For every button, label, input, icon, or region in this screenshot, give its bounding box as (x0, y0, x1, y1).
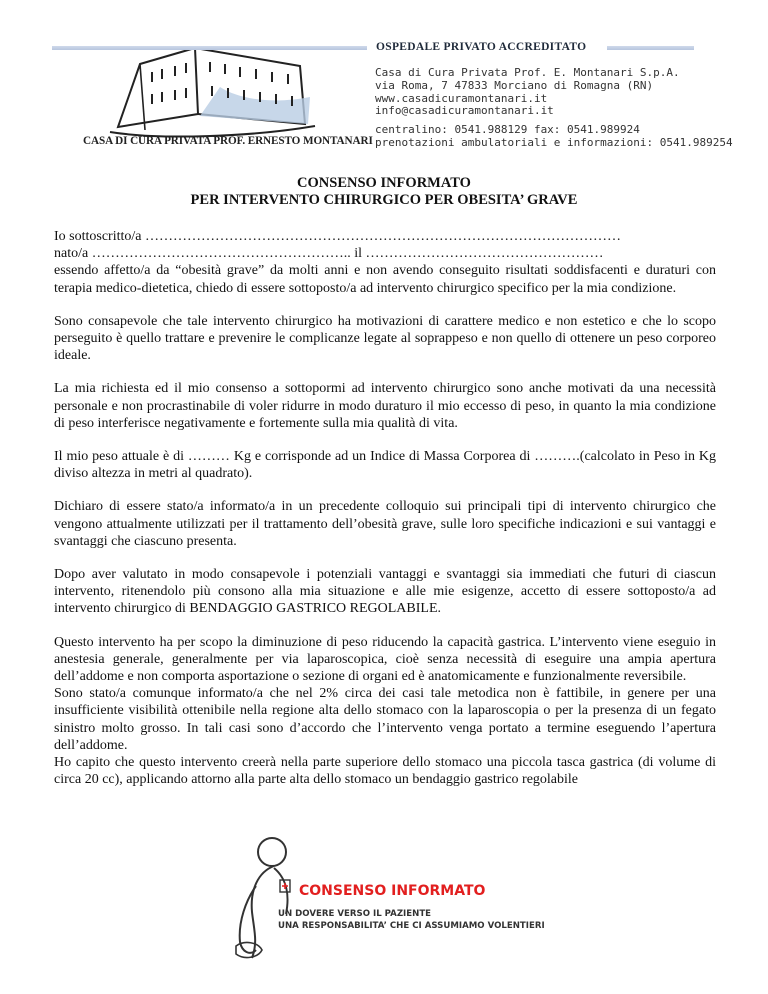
document-subtitle: PER INTERVENTO CHIRURGICO PER OBESITA’ GRAVE (190, 192, 578, 208)
footer-tagline-line2: UNA RESPONSABILITA’ CHE CI ASSUMIAMO VOLENTIERI (278, 921, 545, 931)
header-rule-left (52, 46, 367, 50)
header-rule-right (607, 46, 694, 50)
header-band (52, 43, 694, 53)
address-line-company: Casa di Cura Privata Prof. E. Montanari S.p.A. (375, 66, 680, 79)
paragraph-identity-text: essendo affetto/a da “obesità grave” da molti anni e non avendo conseguito risultati soddisfacenti e duraturi con terapia medico-dietetica, chiedo di essere sottoposto/a ad intervento chirurgico specifico per la mia condizione. (54, 263, 716, 296)
footer-title: CONSENSO INFORMATO (299, 883, 486, 899)
name-fill-line[interactable]: Io sottoscritto/a ………………………………………………………………………………………… (54, 229, 621, 244)
logo-caption: CASA DI CURA PRIVATA PROF. ERNESTO MONTANARI (83, 135, 373, 147)
document-body (54, 228, 716, 788)
footer-tagline (278, 908, 545, 932)
phone-line-bookings: prenotazioni ambulatoriali e informazioni: 0541.989254 (375, 135, 733, 149)
paragraph-request: La mia richiesta ed il mio consenso a sottopormi ad intervento chirurgico sono anche motivati da una necessità personale e non procrastinabile di voler ridurre in modo duraturo il mio eccesso di peso, in quanto la mia condizione di peso interferisce negativamente e fortemente sulla mia qualità di vita. (54, 381, 716, 431)
document-title: CONSENSO INFORMATO (297, 175, 471, 191)
phone-block (375, 124, 733, 150)
website-link[interactable]: www.casadicuramontanari.it (375, 91, 548, 105)
address-block (375, 67, 680, 118)
paragraph-informed: Dichiaro di essere stato/a informato/a in un precedente colloquio sui principali tipi di intervento chirurgico che vengono attualmente utilizzati per il trattamento dell’obesità grave, sulle loro specifiche indicazioni e sui vantaggi e svantaggi che ciascuno presenta. (54, 499, 716, 549)
paragraph-conversion: Sono stato/a comunque informato/a che nel 2% circa dei casi tale metodica non è fattibile, in genere per una insufficiente visibilità ottenibile nella regione alta dello stomaco con la laparoscopia o per la presenza di un fegato sinistro molto grosso. In tali casi sono d’accordo che l’intervento venga portato a termine eseguendo l’apertura dell’addome. (54, 686, 716, 753)
paragraph-awareness: Sono consapevole che tale intervento chirurgico ha motivazioni di carattere medico e non estetico e che lo scopo perseguito è quello trattare e prevenire le complicanze legate al soprappeso e non quello di ottenere un peso corporeo ideale. (54, 313, 716, 364)
paragraph-identity (54, 228, 716, 297)
email-link[interactable]: info@casadicuramontanari.it (375, 104, 554, 118)
paragraph-procedure: Questo intervento ha per scopo la diminuzione di peso riducendo la capacità gastrica. L’intervento viene eseguio in anestesia generale, generalmente per via laparoscopica, cioè senza necessità di eseguire una ampia apertura dell’addome e non comporta asportazione o sezione di organi ed è anatomicamente e funzionalmente reversibile. (54, 634, 716, 685)
paragraph-weight: Il mio peso attuale è di ……… Kg e corrisponde ad un Indice di Massa Corporea di ……….(calcolato in Peso in Kg diviso altezza in metri al quadrato). (54, 449, 716, 482)
header-band-label: OSPEDALE PRIVATO ACCREDITATO (376, 41, 587, 53)
caregiver-figure-illustration (228, 830, 308, 970)
birth-fill-line[interactable]: nato/a ……………………………………………….. il …………………………………………… (54, 246, 604, 262)
address-line-street: via Roma, 7 47833 Morciano di Romagna (RN) (375, 78, 654, 92)
phone-line-switchboard: centralino: 0541.988129 fax: 0541.989924 (375, 123, 640, 136)
paragraph-acceptance: Dopo aver valutato in modo consapevole i potenziali vantaggi e svantaggi sia immediati che futuri di ciascun intervento, ritenendolo più consono alla mia situazione e alle mie esigenze, accetto di essere sottoposto/a ad intervento chirurgico di BENDAGGIO GASTRICO REGOLABILE. (54, 567, 716, 617)
hospital-building-logo (100, 42, 320, 142)
footer-tagline-line1: UN DOVERE VERSO IL PAZIENTE (278, 909, 432, 919)
paragraph-pouch: Ho capito che questo intervento creerà nella parte superiore dello stomaco una piccola tasca gastrica (di volume di circa 20 cc), applicando attorno alla parte alta dello stomaco un bendaggio gastrico regolabile (54, 755, 716, 788)
